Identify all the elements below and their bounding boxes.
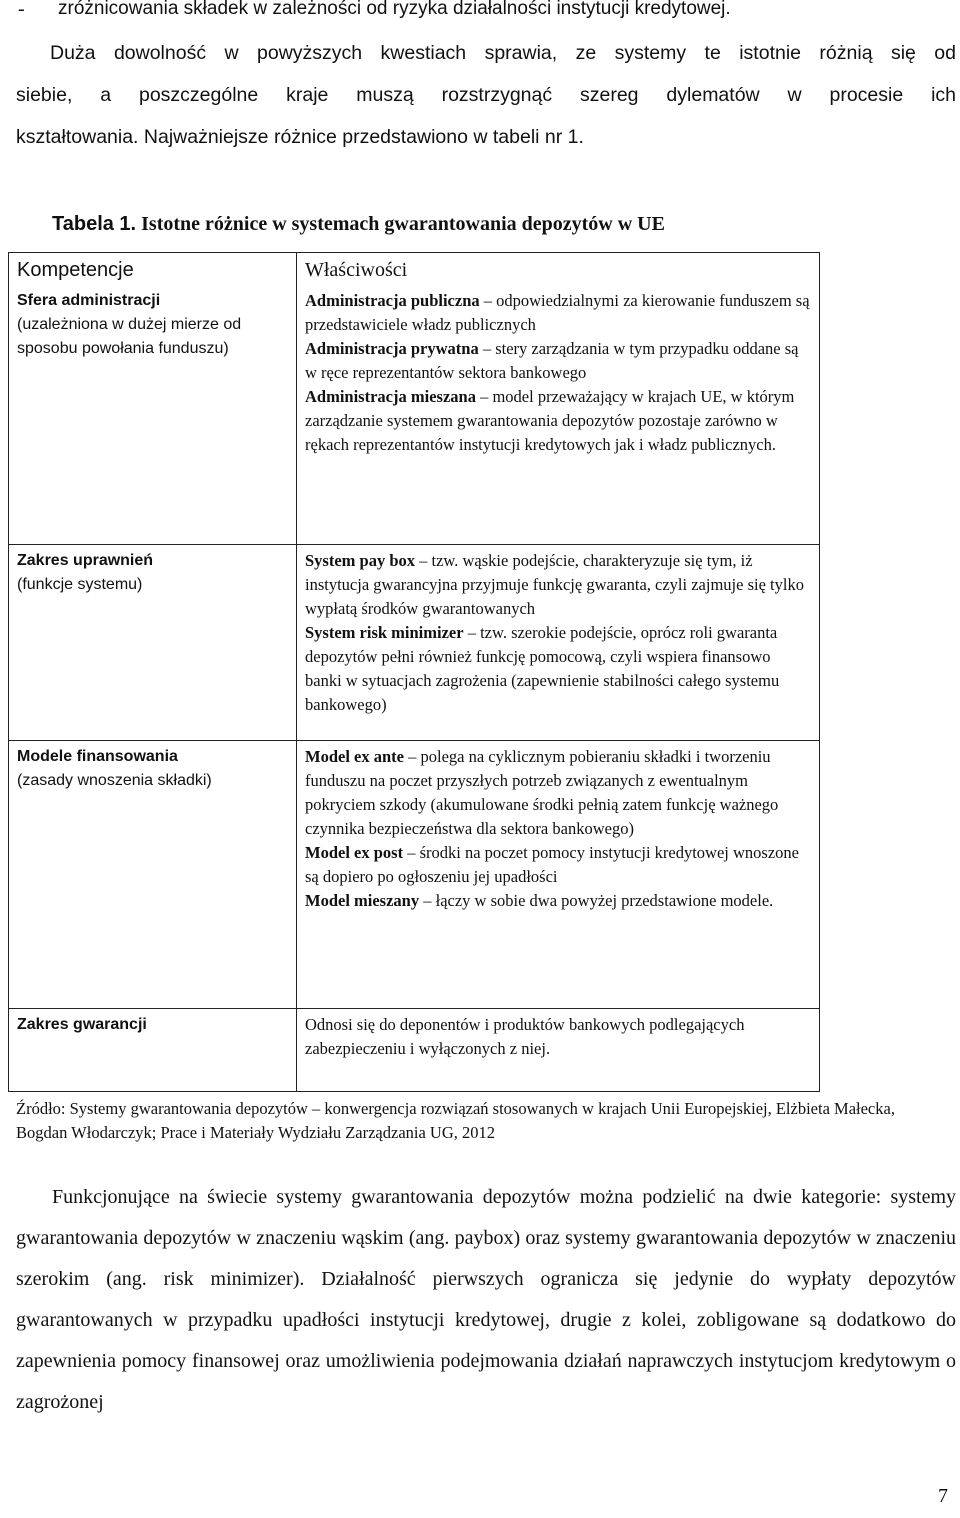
table-caption-text: Istotne różnice w systemach gwarantowania depozytów w UE [141, 213, 665, 235]
competence-title: Zakres uprawnień [17, 552, 154, 569]
competence-cell [9, 545, 297, 741]
properties-cell [297, 1009, 820, 1092]
competence-title: Zakres gwarancji [17, 1016, 147, 1033]
properties-cell [297, 253, 820, 545]
property-item: Administracja prywatna – stery zarządzania w tym przypadku oddane są w ręce reprezentantów sektora bankowego [305, 339, 799, 382]
intro-line-3: kształtowania. Najważniejsze różnice przedstawiono w tabeli nr 1. [16, 126, 584, 148]
competence-note: (uzależniona w dużej mierze od sposobu powołania funduszu) [17, 316, 242, 357]
property-item: Model ex ante – polega na cyklicznym pobieraniu składki i tworzeniu funduszu na poczet przyszłych potrzeb związanych z ewentualnym pokryciem szkody (akumulowane środki pełnią zatem funkcję ważnego czynnika bezpieczeństwa dla sektora bankowego) [305, 747, 779, 838]
table-caption [52, 213, 665, 236]
table-row [9, 253, 820, 545]
property-item: Model ex post – środki na poczet pomocy instytucji kredytowej wnoszone są dopiero po ogłoszeniu jej upadłości [305, 843, 799, 886]
competence-cell [9, 253, 297, 545]
property-item: Administracja mieszana – model przeważający w krajach UE, w którym zarządzanie systemem gwarantowania depozytów pozostaje zarówno w rękach reprezentantów instytucji kredytowych jak i władz publicznych. [305, 387, 795, 454]
table-row [9, 545, 820, 741]
intro-line-1: Duża dowolność w powyższych kwestiach sprawia, ze systemy te istotnie różnią się od [50, 42, 956, 64]
property-item: Model mieszany – łączy w sobie dwa powyżej przedstawione modele. [305, 891, 774, 910]
properties-cell [297, 545, 820, 741]
property-item: Administracja publiczna – odpowiedzialnymi za kierowanie funduszem są przedstawiciele władz publicznych [305, 291, 810, 334]
competence-cell [9, 1009, 297, 1092]
table-row [9, 1009, 820, 1092]
differences-table [8, 252, 820, 1092]
property-item: Odnosi się do deponentów i produktów bankowych podlegających zabezpieczeniu i wyłączonych z niej. [305, 1015, 745, 1058]
table-caption-label: Tabela 1. [52, 213, 137, 235]
table-source: Źródło: Systemy gwarantowania depozytów – konwergencja rozwiązań stosowanych w krajach Unii Europejskiej, Elżbieta Małecka, Bogdan Włodarczyk; Prace i Materiały Wydziału Zarządzania UG, 2012 [16, 1099, 895, 1142]
property-item: System pay box – tzw. wąskie podejście, charakteryzuje się tym, iż instytucja gwarancyjna przyjmuje funkcję gwaranta, czyli zajmuje się tylko wypłatą środków gwarantowanych [305, 551, 804, 618]
table-row [9, 741, 820, 1009]
body-paragraph: Funkcjonujące na świecie systemy gwarantowania depozytów można podzielić na dwie kategorie: systemy gwarantowania depozytów w znaczeniu wąskim (ang. paybox) oraz systemy gwarantowania depozytów w znaczeniu szerokim (ang. risk minimizer). Działalność pierwszych ogranicza się jedynie do wypłaty depozytów gwarantowanych w przypadku upadłości instytucji kredytowej, drugie z kolei, zobligowane są dodatkowo do zapewnienia pomocy finansowej oraz umożliwienia podejmowania działań naprawczych instytucjom kredytowym o zagrożonej [16, 1186, 956, 1413]
properties-cell [297, 741, 820, 1009]
page-number: 7 [938, 1485, 948, 1507]
competence-title: Modele finansowania [17, 748, 178, 765]
competence-note: (zasady wnoszenia składki) [17, 772, 212, 789]
competence-cell [9, 741, 297, 1009]
competence-note: (funkcje systemu) [17, 576, 143, 593]
bullet-text: zróżnicowania składek w zależności od ryzyka działalności instytucji kredytowej. [58, 0, 731, 19]
property-item: System risk minimizer – tzw. szerokie podejście, oprócz roli gwaranta depozytów pełni również funkcję pomocową, czyli wspiera finansowo banki w sytuacjach zagrożenia (zapewnienie stabilności całego systemu bankowego) [305, 623, 780, 714]
header-properties: Właściwości [305, 259, 408, 281]
competence-title: Sfera administracji [17, 292, 161, 309]
intro-line-2: siebie, a poszczególne kraje muszą rozstrzygnąć szereg dylematów w procesie ich [16, 84, 956, 106]
header-competences: Kompetencje [17, 259, 134, 281]
bullet-dash: - [18, 0, 25, 20]
